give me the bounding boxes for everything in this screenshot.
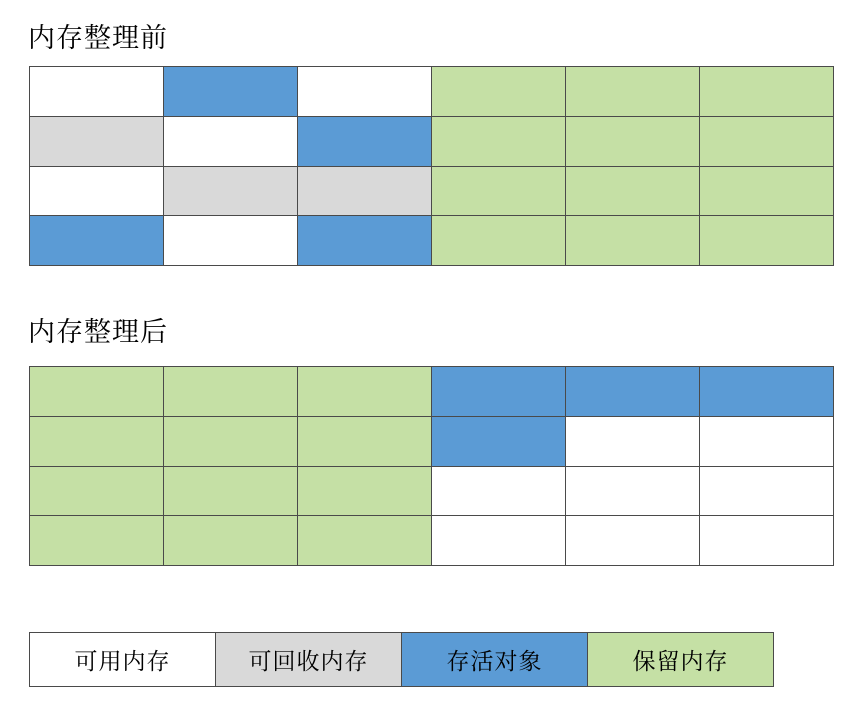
legend-item-live [402, 633, 588, 686]
memory-cell-reserved [700, 216, 834, 266]
memory-cell-free [298, 67, 432, 117]
memory-cell-reserved [566, 117, 700, 167]
memory-cell-free [566, 417, 700, 467]
legend-item-reserved [588, 633, 773, 686]
memory-grid-row [30, 67, 834, 117]
memory-cell-reserved [298, 417, 432, 467]
memory-cell-reserved [298, 367, 432, 417]
memory-grid-row [30, 516, 834, 566]
memory-cell-free [164, 117, 298, 167]
memory-cell-reserved [700, 67, 834, 117]
memory-cell-live [30, 216, 164, 266]
memory-cell-free [700, 417, 834, 467]
memory-cell-live [566, 367, 700, 417]
memory-cell-free [164, 216, 298, 266]
memory-before-title: 内存整理前 [28, 23, 168, 53]
memory-cell-reserved [298, 467, 432, 517]
memory-cell-reserved [164, 417, 298, 467]
memory-cell-free [432, 467, 566, 517]
memory-cell-reclaimable [164, 167, 298, 217]
memory-grid-row [30, 167, 834, 217]
memory-cell-reclaimable [30, 117, 164, 167]
memory-cell-reserved [432, 216, 566, 266]
legend-item-label: 可回收内存 [248, 649, 369, 674]
memory-grid-before [29, 66, 834, 266]
memory-cell-reserved [164, 367, 298, 417]
memory-cell-reserved [566, 67, 700, 117]
memory-cell-live [432, 367, 566, 417]
memory-cell-reserved [30, 367, 164, 417]
legend-item-label: 存活对象 [446, 649, 543, 674]
memory-cell-reserved [700, 167, 834, 217]
memory-grid-row [30, 467, 834, 517]
memory-cell-live [298, 216, 432, 266]
legend-item-free [30, 633, 216, 686]
memory-grid-row [30, 117, 834, 167]
memory-cell-live [298, 117, 432, 167]
memory-cell-reserved [432, 117, 566, 167]
memory-cell-reserved [566, 167, 700, 217]
legend [29, 632, 774, 687]
memory-cell-free [30, 167, 164, 217]
memory-after-title: 内存整理后 [28, 317, 168, 347]
memory-cell-live [432, 417, 566, 467]
memory-cell-reserved [164, 467, 298, 517]
memory-cell-reserved [432, 67, 566, 117]
memory-grid-row [30, 367, 834, 417]
memory-cell-reserved [30, 467, 164, 517]
memory-cell-free [30, 67, 164, 117]
memory-cell-free [700, 467, 834, 517]
memory-cell-reclaimable [298, 167, 432, 217]
memory-cell-reserved [30, 417, 164, 467]
memory-cell-free [566, 516, 700, 566]
memory-cell-free [432, 516, 566, 566]
legend-item-label: 保留内存 [632, 649, 729, 674]
legend-item-reclaimable [216, 633, 402, 686]
memory-grid-row [30, 417, 834, 467]
memory-cell-reserved [432, 167, 566, 217]
memory-grid-after [29, 366, 834, 566]
memory-grid-row [30, 216, 834, 266]
memory-cell-live [164, 67, 298, 117]
memory-cell-live [700, 367, 834, 417]
memory-cell-reserved [700, 117, 834, 167]
memory-cell-reserved [298, 516, 432, 566]
memory-cell-reserved [164, 516, 298, 566]
memory-cell-free [566, 467, 700, 517]
memory-cell-reserved [566, 216, 700, 266]
memory-cell-reserved [30, 516, 164, 566]
memory-cell-free [700, 516, 834, 566]
legend-item-label: 可用内存 [74, 649, 171, 674]
